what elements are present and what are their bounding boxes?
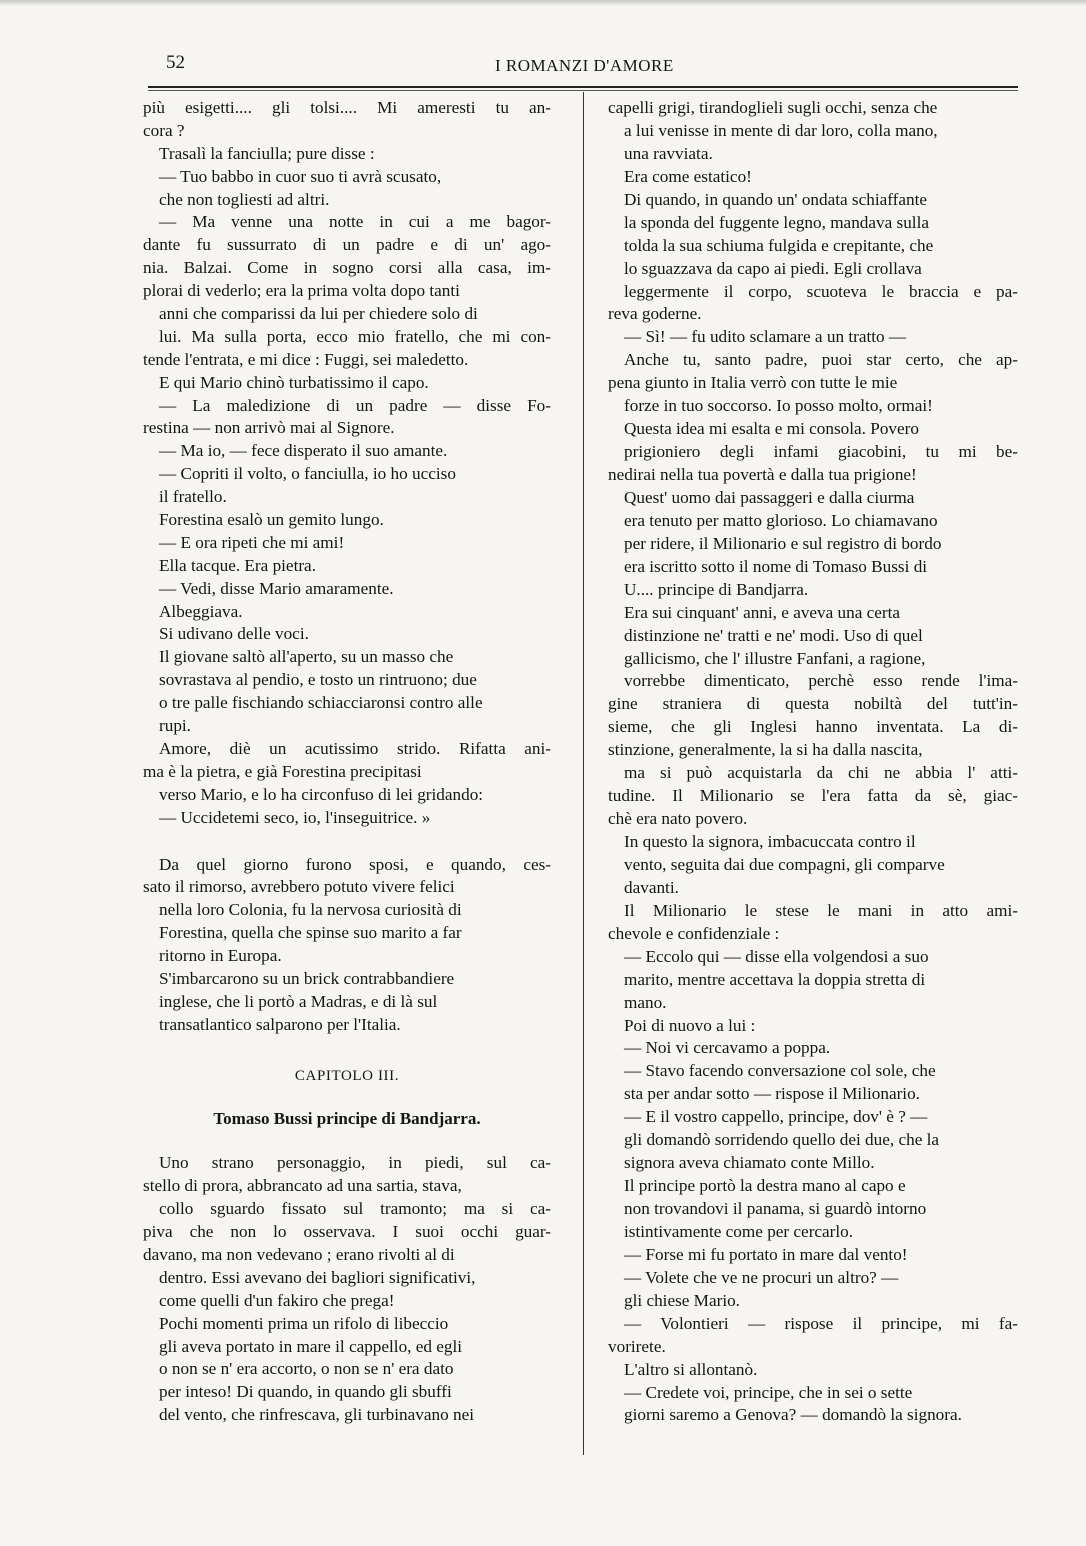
- text-line: capelli grigi, tirandoglieli sugli occhi, senza che: [608, 98, 938, 117]
- text-line: nia. Balzai. Come in sogno corsi alla casa, im-: [143, 258, 551, 278]
- text-line: In questo la signora, imbacuccata contro il: [624, 832, 916, 851]
- text-line: U.... principe di Bandjarra.: [624, 579, 809, 599]
- text-line: ritorno in Europa.: [159, 946, 282, 966]
- text-line: Trasalì la fanciulla; pure disse :: [159, 143, 375, 163]
- header-rule: [148, 86, 1018, 91]
- text-line: Poi di nuovo a lui :: [624, 1015, 756, 1035]
- text-line: collo sguardo fissato sul tramonto; ma si ca-: [159, 1199, 551, 1219]
- text-line: Uno strano personaggio, in piedi, sul ca-: [159, 1153, 551, 1173]
- text-line: marito, mentre accettava la doppia stretta di: [624, 969, 926, 989]
- text-line: L'altro si allontanò.: [624, 1359, 758, 1379]
- text-line: — Ma venne una notte in cui a me bagor-: [159, 212, 551, 232]
- text-line: o non se n' era accorto, o non se n' era dato: [159, 1359, 454, 1379]
- text-line: — Volontieri — rispose il principe, mi fa-: [624, 1313, 1018, 1333]
- text-line: che non togliesti ad altri.: [159, 189, 330, 209]
- page-number: 52: [166, 52, 185, 73]
- page-header: [148, 52, 1018, 82]
- text-line: Pochi momenti prima un rifolo di libeccio: [159, 1313, 449, 1333]
- text-line: — Copriti il volto, o fanciulla, io ho ucciso: [159, 464, 456, 484]
- running-title: I ROMANZI D'AMORE: [495, 56, 674, 75]
- left-column: [143, 97, 551, 1427]
- text-line: plorai di vederlo; era la prima volta dopo tanti: [143, 281, 460, 301]
- text-line: S'imbarcarono su un brick contrabbandiere: [159, 968, 455, 988]
- text-line: per ridere, il Milionario e sul registro di bordo: [624, 533, 942, 553]
- text-line: stello di prora, abbrancato ad una sartia, stava,: [143, 1176, 462, 1196]
- text-line: distinzione ne' tratti e ne' modi. Uso di quel: [624, 625, 923, 645]
- text-line: cora ?: [143, 120, 185, 140]
- left-text-block-3: [143, 1152, 551, 1427]
- text-line: — Stavo facendo conversazione col sole, che: [624, 1061, 936, 1081]
- text-line: Forestina, quella che spinse suo marito a far: [159, 923, 462, 943]
- text-line: — La maledizione di un padre — disse Fo-: [159, 395, 551, 415]
- text-line: sieme, che gli Inglesi hanno inventata. La di-: [608, 717, 1018, 737]
- text-line: del vento, che rinfrescava, gli turbinavano nei: [159, 1405, 474, 1425]
- text-line: Quest' uomo dai passaggeri e dalla ciurma: [624, 487, 915, 507]
- text-line: sato il rimorso, avrebbero potuto vivere felici: [143, 877, 455, 897]
- text-line: Da quel giorno furono sposi, e quando, ces-: [159, 854, 551, 874]
- text-line: forze in tuo soccorso. Io posso molto, ormai!: [624, 396, 933, 416]
- left-text-block-2: [143, 854, 551, 1037]
- text-line: ma è la pietra, e già Forestina precipitasi: [143, 761, 422, 781]
- text-line: ma si può acquistarla da chi ne abbia l' atti-: [624, 763, 1018, 783]
- text-line: come quelli d'un fakiro che prega!: [159, 1290, 395, 1310]
- text-line: gli chiese Mario.: [624, 1290, 740, 1310]
- text-line: anni che comparissi da lui per chiedere solo di: [159, 304, 478, 324]
- text-line: per inteso! Di quando, in quando gli sbuffi: [159, 1382, 452, 1402]
- text-line: nella loro Colonia, fu la nervosa curiosità di: [159, 900, 462, 920]
- text-line: restina — non arrivò mai al Signore.: [143, 418, 395, 438]
- text-line: vorrebbe dimenticato, perchè esso rende l'ima-: [624, 671, 1018, 691]
- text-line: mano.: [624, 992, 667, 1012]
- text-line: chevole e confidenziale :: [608, 923, 780, 943]
- text-line: istintivamente come per cercarlo.: [624, 1221, 854, 1241]
- text-line: — Tuo babbo in cuor suo ti avrà scusato,: [159, 166, 442, 186]
- text-line: Era come estatico!: [624, 166, 752, 186]
- text-line: a lui venisse in mente di dar loro, colla mano,: [624, 120, 938, 140]
- text-line: — Vedi, disse Mario amaramente.: [159, 578, 394, 598]
- text-line: — E il vostro cappello, principe, dov' è ? —: [624, 1107, 928, 1127]
- text-line: era tenuto per matto glorioso. Lo chiamavano: [624, 510, 938, 530]
- text-line: era iscritto sotto il nome di Tomaso Bussi di: [624, 556, 928, 576]
- text-line: sovrastava al pendio, e tosto un rintruono; due: [159, 670, 477, 690]
- text-line: transatlantico salparono per l'Italia.: [159, 1014, 401, 1034]
- text-line: Amore, diè un acutissimo strido. Rifatta ani-: [159, 738, 551, 758]
- text-line: — Credete voi, principe, che in sei o sette: [624, 1382, 913, 1402]
- text-line: — Volete che ve ne procuri un altro? —: [624, 1267, 899, 1287]
- text-line: chè era nato povero.: [608, 809, 748, 829]
- text-line: — Eccolo qui — disse ella volgendosi a suo: [624, 946, 929, 966]
- text-line: inglese, che li portò a Madras, e di là sul: [159, 991, 438, 1011]
- text-line: Il Milionario le stese le mani in atto ami-: [624, 900, 1018, 920]
- text-line: il fratello.: [159, 487, 227, 507]
- text-line: Albeggiava.: [159, 601, 243, 621]
- text-line: una ravviata.: [624, 143, 713, 163]
- text-line: — Forse mi fu portato in mare dal vento!: [624, 1244, 908, 1264]
- text-line: sta per andar sotto — rispose il Milionario.: [624, 1084, 920, 1104]
- text-line: gli domandò sorridendo quello dei due, che la: [624, 1130, 940, 1150]
- text-line: davanti.: [624, 877, 679, 897]
- text-line: Forestina esalò un gemito lungo.: [159, 510, 384, 530]
- text-line: piva che non lo osservava. I suoi occhi guar-: [143, 1222, 551, 1242]
- text-line: vorirete.: [608, 1336, 666, 1356]
- text-line: tende l'entrata, e mi dice : Fuggi, sei maledetto.: [143, 349, 469, 369]
- text-line: Ella tacque. Era pietra.: [159, 555, 316, 575]
- text-line: Questa idea mi esalta e mi consola. Povero: [624, 419, 919, 439]
- text-line: o tre palle fischiando schiacciaronsi contro alle: [159, 693, 483, 713]
- right-text-block: [608, 97, 1018, 1427]
- text-line: Era sui cinquant' anni, e aveva una certa: [624, 602, 901, 622]
- text-line: gli aveva portato in mare il cappello, ed egli: [159, 1336, 463, 1356]
- text-line: — Ma io, — fece disperato il suo amante.: [159, 441, 448, 461]
- text-line: non trovandovi il panama, si guardò intorno: [624, 1199, 927, 1218]
- text-line: — Noi vi cercavamo a poppa.: [624, 1038, 831, 1058]
- text-line: tolda la sua schiuma fulgida e crepitante, che: [624, 235, 934, 255]
- scan-edge: [0, 0, 1086, 6]
- text-line: gine straniera di questa nobiltà del tutt'in-: [608, 694, 1018, 714]
- chapter-title: CAPITOLO III.: [294, 1067, 400, 1084]
- text-line: Di quando, in quando un' ondata schiaffante: [624, 189, 928, 209]
- left-text-block-1: [143, 97, 551, 830]
- text-line: lui. Ma sulla porta, ecco mio fratello, che mi con-: [159, 326, 551, 346]
- text-line: signora aveva chiamato conte Millo.: [624, 1153, 875, 1173]
- text-line: verso Mario, e lo ha circonfuso di lei gridando:: [159, 784, 484, 804]
- text-line: — Sì! — fu udito sclamare a un tratto —: [624, 327, 907, 347]
- text-line: gallicismo, che l' illustre Fanfani, a ragione,: [624, 648, 926, 668]
- text-line: prigioniero degli infami giacobini, tu mi be-: [624, 442, 1018, 462]
- text-line: leggermente il corpo, scuoteva le braccia e pa-: [624, 281, 1018, 301]
- text-line: — E ora ripeti che mi ami!: [159, 532, 345, 552]
- text-line: Il giovane saltò all'aperto, su un masso che: [159, 647, 454, 667]
- section-heading: Tomaso Bussi principe di Bandjarra.: [213, 1108, 481, 1128]
- text-line: la sponda del fuggente legno, mandava sulla: [624, 212, 929, 232]
- text-line: giorni saremo a Genova? — domandò la signora.: [624, 1405, 962, 1425]
- text-line: lo sguazzava da capo ai piedi. Egli crollava: [624, 258, 922, 278]
- text-line: dentro. Essi avevano dei bagliori significativi,: [159, 1267, 476, 1287]
- text-line: reva goderne.: [608, 304, 702, 324]
- text-line: nedirai nella tua povertà e dalla tua prigione!: [608, 465, 917, 484]
- text-line: Il principe portò la destra mano al capo e: [624, 1176, 906, 1196]
- text-line: dante fu sussurrato di un padre e di un' ago-: [143, 235, 551, 255]
- text-line: pena giunto in Italia verrò con tutte le mie: [608, 373, 898, 393]
- paragraph-gap: [143, 830, 551, 854]
- text-line: tudine. Il Milionario se l'era fatta da sè, giac-: [608, 786, 1018, 806]
- text-line: — Uccidetemi seco, io, l'inseguitrice. »: [159, 807, 431, 827]
- text-line: E qui Mario chinò turbatissimo il capo.: [159, 372, 429, 392]
- text-line: più esigetti.... gli tolsi.... Mi ameresti tu an-: [143, 98, 551, 117]
- right-column: [608, 97, 1018, 1427]
- column-divider: [583, 92, 584, 1455]
- text-line: davano, ma non vedevano ; erano rivolti al di: [143, 1244, 455, 1264]
- text-line: Si udivano delle voci.: [159, 624, 309, 644]
- text-line: Anche tu, santo padre, puoi star certo, che ap-: [624, 350, 1018, 370]
- text-line: stinzione, generalmente, la si ha dalla nascita,: [608, 740, 923, 760]
- text-line: rupi.: [159, 716, 191, 736]
- text-line: vento, seguita dai due compagni, gli comparve: [624, 854, 945, 874]
